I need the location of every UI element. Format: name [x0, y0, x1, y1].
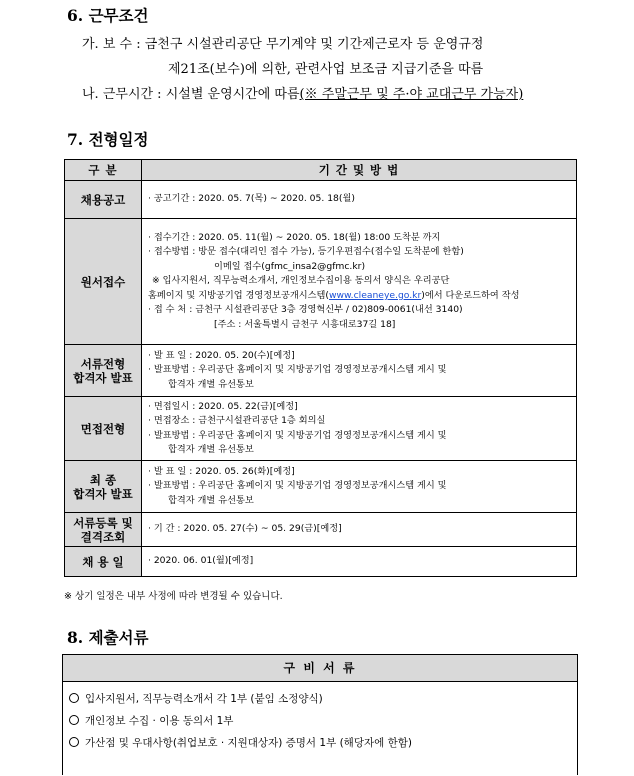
table-header-row — [65, 160, 577, 181]
label-line: 합격자 발표 — [73, 486, 133, 501]
section-8-heading: 8. 제출서류 — [67, 628, 149, 647]
circle-bullet-icon — [69, 693, 79, 703]
row-label-registration — [65, 513, 142, 547]
hours-line — [82, 83, 523, 102]
list-item — [63, 710, 577, 732]
cleaneye-link[interactable]: www.cleaneye.go.kr — [328, 289, 422, 301]
documents-list — [63, 682, 577, 754]
row-line: [주소 : 서울특별시 금천구 시흥대로37길 18] — [214, 318, 396, 330]
table-row — [65, 345, 577, 397]
label-line: 합격자 발표 — [73, 370, 133, 385]
label-line: 서류등록 및 — [73, 515, 133, 530]
pay-line: 가. 보 수 : 금천구 시설관리공단 무기계약 및 기간제근로자 등 운영규정 — [82, 37, 484, 52]
row-line: 합격자 개별 유선통보 — [168, 494, 254, 506]
table-row — [65, 513, 577, 547]
table-row — [65, 461, 577, 513]
row-label-application: 원서접수 — [65, 219, 142, 345]
documents-box — [62, 654, 578, 775]
table-row — [65, 219, 577, 345]
row-line: 합격자 개별 유선통보 — [168, 444, 254, 455]
hours-note: (※ 주말근무 및 주·야 교대근무 가능자) — [299, 87, 524, 102]
schedule-note: ※ 상기 일정은 내부 사정에 따라 변경될 수 있습니다. — [64, 591, 283, 602]
row-line: · 면접장소 : 금천구시설관리공단 1층 회의실 — [148, 415, 326, 426]
row-label-final-result — [65, 461, 142, 513]
row-label-doc-result — [65, 345, 142, 397]
table-row — [65, 181, 577, 219]
section-6-heading: 6. 근무조건 — [67, 6, 149, 25]
circle-bullet-icon — [69, 737, 79, 747]
row-line: · 기 간 : 2020. 05. 27(수) ~ 05. 29(금)[예정] — [148, 523, 342, 535]
document-item: 가산점 및 우대사항(취업보호 · 지원대상자) 증명서 1부 (해당자에 한함) — [85, 737, 412, 749]
table-row — [65, 397, 577, 461]
row-label-announcement: 채용공고 — [65, 181, 142, 219]
row-line: 이메일 접수(gfmc_insa2@gfmc.kr) — [214, 260, 366, 272]
row-line: · 면접일시 : 2020. 05. 22(금)[예정] — [148, 400, 298, 412]
documents-box-title: 구 비 서 류 — [63, 655, 577, 682]
circle-bullet-icon — [69, 715, 79, 725]
list-item — [63, 688, 577, 710]
row-line: · 접수방법 : 방문 접수(대리인 접수 가능), 등기우편접수(접수일 도착분에 한함) — [148, 246, 464, 258]
list-item — [63, 732, 577, 754]
row-line: · 발 표 일 : 2020. 05. 26(화)[예정] — [148, 465, 295, 477]
row-line: · 발표방법 : 우리공단 홈페이지 및 지방공기업 경영정보공개시스템 게시 및 — [148, 364, 447, 376]
label-line: 서류전형 — [80, 356, 126, 371]
row-line: 합격자 개별 유선통보 — [168, 378, 254, 390]
schedule-table — [64, 159, 577, 577]
row-label-interview: 면접전형 — [65, 397, 142, 461]
row-line: · 2020. 06. 01(월)[예정] — [148, 555, 254, 567]
row-line: · 발표방법 : 우리공단 홈페이지 및 지방공기업 경영정보공개시스템 게시 및 — [148, 480, 447, 492]
row-line: · 접수기간 : 2020. 05. 11(월) ~ 2020. 05. 18(월) 18:00 도착분 까지 — [148, 231, 441, 243]
table-row — [65, 547, 577, 577]
row-line-text: 홈페이지 및 지방공기업 경영정보공개시스템( — [148, 289, 329, 301]
label-line: 결격조회 — [80, 529, 126, 544]
row-line: · 접 수 처 : 금천구 시설관리공단 3층 경영혁신부 / 02)809-0061(내선 3140) — [148, 304, 463, 316]
row-line: ※ 입사지원서, 직무능력소개서, 개인정보수집이용 동의서 양식은 우리공단 — [152, 275, 450, 287]
row-line: · 발 표 일 : 2020. 05. 20(수)[예정] — [148, 349, 295, 361]
row-line: · 공고기간 : 2020. 05. 7(목) ~ 2020. 05. 18(월) — [148, 193, 355, 205]
pay-line-cont: 제21조(보수)에 의한, 관련사업 보조금 지급기준을 따름 — [168, 62, 484, 77]
row-line — [148, 289, 576, 304]
row-line: · 발표방법 : 우리공단 홈페이지 및 지방공기업 경영정보공개시스템 게시 및 — [148, 429, 447, 441]
section-7-heading: 7. 전형일정 — [67, 130, 149, 149]
col-header-period: 기 간 및 방 법 — [142, 160, 577, 181]
row-line-text: )에서 다운로드하여 작성 — [421, 289, 520, 301]
row-label-hire-date: 채 용 일 — [65, 547, 142, 577]
col-header-category: 구 분 — [65, 160, 142, 181]
document-item: 개인정보 수집 · 이용 동의서 1부 — [85, 715, 234, 727]
label-line: 최 종 — [89, 472, 117, 487]
document-item: 입사지원서, 직무능력소개서 각 1부 (붙임 소정양식) — [85, 693, 323, 705]
hours-text: 나. 근무시간 : 시설별 운영시간에 따름 — [82, 87, 300, 102]
